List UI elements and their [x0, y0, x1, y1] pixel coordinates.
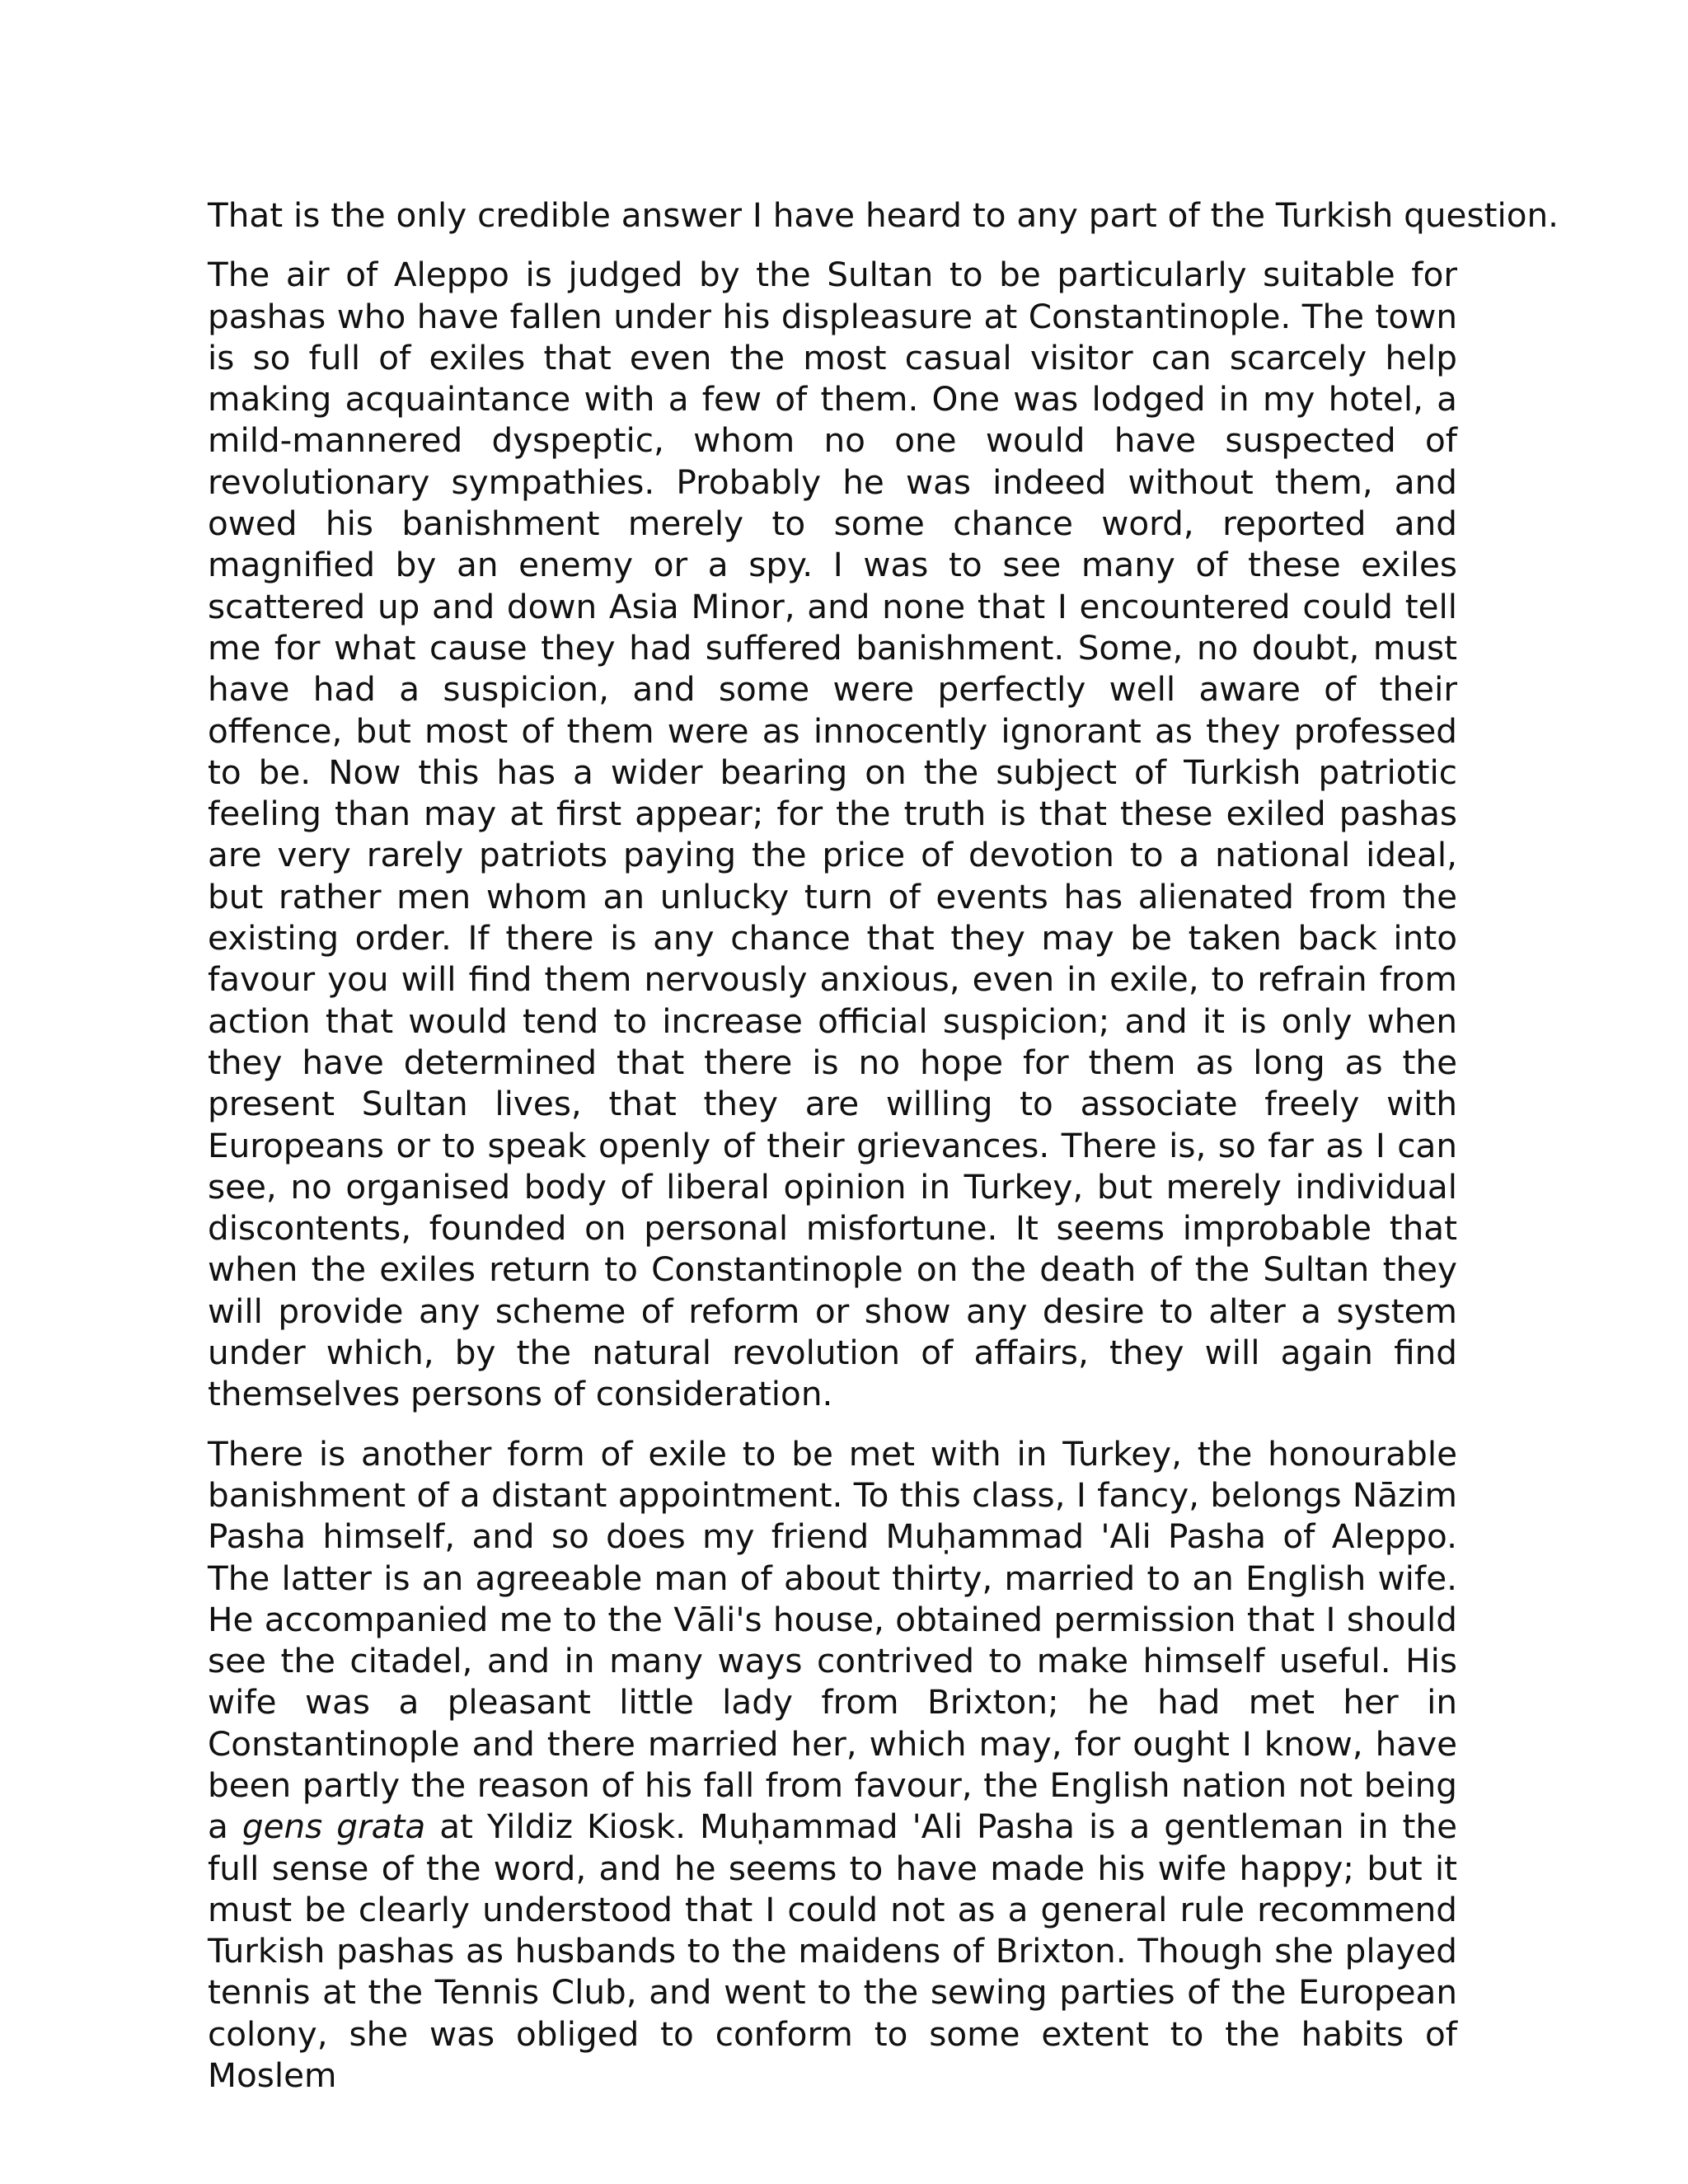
paragraph-2-text: The air of Aleppo is judged by the Sultan to be particularly suitable for pashas who have fallen under his displeasure at Constantinople. The town is so full of exiles that even the most casual visitor can scarcely help making acquaintance with a few of them. One was lodged in my hotel, a mild-mannered dyspeptic, whom no one would have suspected of revolutionary sympathies. Probably he was indeed without them, and owed his banishment merely to some chance word, reported and magnified by an enemy or a spy. I was to see many of these exiles scattered up and down Asia Minor, and none that I encountered could tell me for what cause they had suffered banishment. Some, no doubt, must have had a suspicion, and some were perfectly well aware of their offence, but most of them were as innocently ignorant as they professed to be. Now this has a wider bearing on the subject of Turkish patriotic feeling than may at first appear; for the truth is that these exiled pashas are very rarely patriots paying the price of devotion to a national ideal, but rather men whom an unlucky turn of events has alienated from the existing order. If there is any chance that they may be taken back into favour you will find them nervously anxious, even in exile, to refrain from action that would tend to increase official suspicion; and it is only when they have determined that there is no hope for them as long as the present Sultan lives, that they are willing to associate freely with Europeans or to speak openly of their grievances. There is, so far as I can see, no organised body of liberal opinion in Turkey, but merely individual discontents, founded on personal misfortune. It seems improbable that when the exiles return to Constantinople on the death of the Sultan they will provide any scheme of reform or show any desire to alter a system under which, by the natural revolution of affairs, they will again find themselves persons of consideration.: [208, 255, 1457, 1414]
paragraph-3-text-b: at Yildiz Kiosk. Muḥammad 'Ali Pasha is a gentleman in the full sense of the word, and he seems to have made his wife happy; but it must be clearly understood that I could not as a general rule recommend Turkish pashas as husbands to the maidens of Brixton. Though she played tennis at the Tennis Club, and went to the sewing parties of the European colony, she was obliged to conform to some extent to the habits of Moslem: [208, 1807, 1457, 2096]
paragraph-3: [208, 1433, 1457, 2097]
paragraph-1: [208, 194, 1559, 236]
document-page: [208, 194, 1559, 2114]
paragraph-1-text: That is the only credible answer I have heard to any part of the Turkish question.: [208, 195, 1559, 235]
paragraph-3-italic-phrase: gens grata: [241, 1807, 426, 1847]
paragraph-2: [208, 254, 1457, 1414]
paragraph-3-text-a: There is another form of exile to be met with in Turkey, the honourable banishment of a distant appointment. To this class, I fancy, belongs Nāzim Pasha himself, and so does my friend Muḥammad 'Ali Pasha of Aleppo. The latter is an agreeable man of about thirty, married to an English wife. He accompanied me to the Vāli's house, obtained permission that I should see the citadel, and in many ways contrived to make himself useful. His wife was a pleasant little lady from Brixton; he had met her in Constantinople and there married her, which may, for ought I know, have been partly the reason of his fall from favour, the English nation not being a: [208, 1433, 1457, 1847]
